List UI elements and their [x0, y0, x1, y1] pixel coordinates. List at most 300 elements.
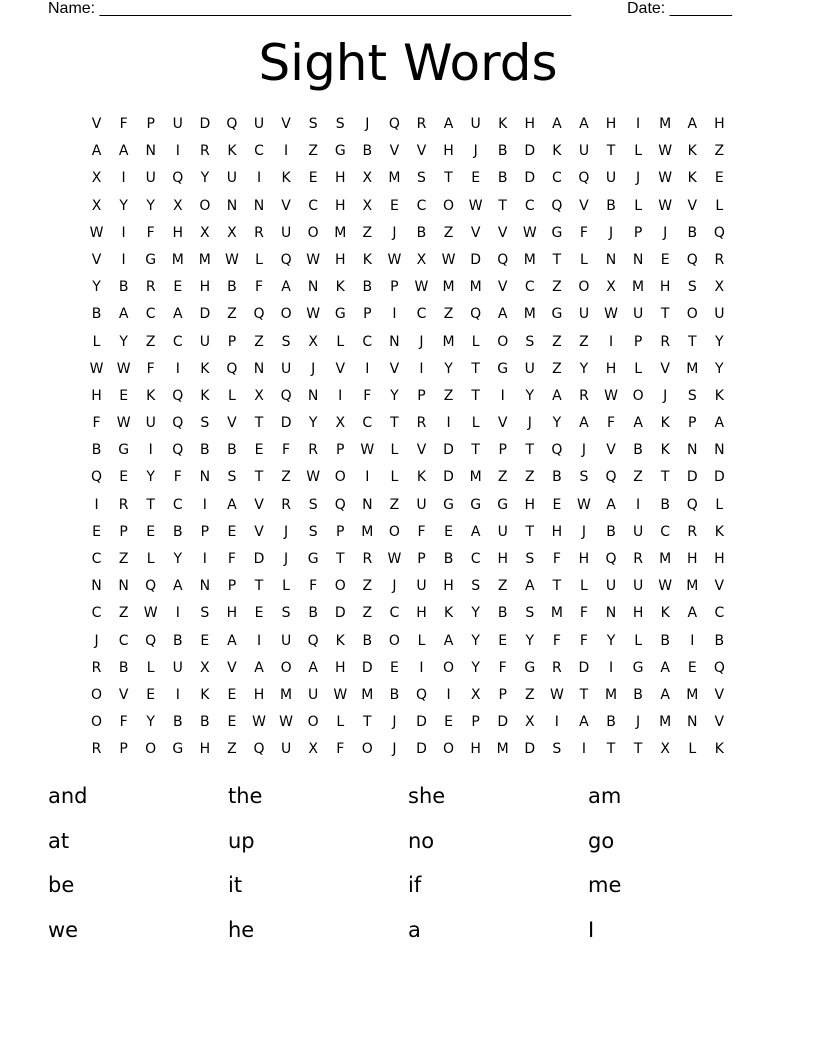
grid-letter: C [524, 279, 535, 296]
grid-letter: W [577, 496, 591, 513]
word-bank-row [48, 779, 768, 824]
grid-letter: N [714, 442, 725, 459]
grid-letter: W [306, 251, 321, 268]
grid-letter: I [500, 387, 505, 404]
grid-letter: X [362, 170, 373, 187]
grid-letter: L [417, 632, 426, 649]
grid-row [83, 220, 733, 247]
grid-letter: Z [362, 605, 373, 622]
grid-letter: A [118, 143, 129, 160]
grid-letter: M [388, 170, 401, 187]
grid-letter: O [280, 659, 292, 676]
grid-letter: K [660, 442, 670, 459]
grid-letter: I [338, 387, 343, 404]
grid-letter: M [198, 251, 211, 268]
grid-letter: U [632, 523, 644, 540]
grid-letter: F [498, 659, 507, 676]
grid-letter: C [308, 197, 319, 214]
grid-letter: L [390, 442, 399, 459]
grid-letter: O [280, 306, 292, 323]
grid-letter: B [118, 279, 129, 296]
grid-letter: N [362, 496, 373, 513]
grid-letter: R [281, 496, 291, 513]
grid-letter: H [334, 659, 346, 676]
grid-letter: M [523, 306, 536, 323]
grid-row [83, 682, 733, 709]
grid-letter: E [146, 686, 156, 703]
grid-letter: Z [633, 469, 643, 486]
grid-letter: D [524, 741, 536, 758]
grid-letter: B [497, 143, 508, 160]
grid-letter: V [227, 659, 237, 676]
grid-letter: W [604, 387, 618, 404]
grid-letter: M [361, 686, 374, 703]
grid-letter: Y [92, 279, 101, 296]
grid-letter: S [687, 279, 697, 296]
grid-letter: O [91, 686, 103, 703]
grid-letter: M [442, 279, 455, 296]
grid-letter: Z [362, 578, 373, 595]
grid-letter: A [172, 306, 183, 323]
word-bank-item: the [228, 784, 263, 808]
grid-letter: R [118, 496, 129, 513]
grid-letter: Z [227, 306, 237, 323]
grid-letter: V [389, 143, 400, 160]
grid-letter: R [145, 279, 156, 296]
grid-letter: H [551, 523, 563, 540]
word-bank-item: go [588, 828, 615, 853]
grid-letter: I [446, 415, 451, 432]
grid-letter: E [552, 496, 562, 513]
grid-letter: C [172, 333, 183, 350]
word-bank-item: a [408, 917, 421, 942]
grid-letter: H [686, 551, 698, 567]
grid-letter: V [227, 415, 237, 432]
grid-letter: T [633, 741, 643, 758]
grid-letter: S [525, 333, 535, 350]
grid-letter: S [308, 116, 318, 132]
grid-letter: Z [497, 469, 508, 486]
grid-letter: U [199, 333, 210, 350]
grid-letter: G [118, 442, 130, 459]
grid-letter: K [687, 143, 697, 160]
grid-letter: Q [226, 360, 238, 377]
grid-row [83, 274, 733, 301]
grid-letter: B [606, 714, 616, 731]
grid-letter: K [227, 143, 237, 160]
grid-letter: T [471, 360, 480, 377]
grid-letter: J [581, 523, 587, 540]
grid-letter: P [227, 578, 237, 595]
grid-letter: E [389, 197, 399, 214]
grid-letter: U [145, 170, 156, 187]
grid-letter: S [200, 605, 210, 622]
grid-letter: T [471, 387, 480, 404]
grid-letter: Z [443, 306, 454, 323]
grid-letter: U [605, 578, 617, 595]
grid-letter: B [91, 442, 102, 459]
grid-row [83, 628, 733, 655]
grid-letter: S [308, 523, 318, 540]
grid-letter: Z [281, 469, 291, 486]
grid-letter: W [252, 714, 266, 731]
grid-letter: R [91, 659, 102, 676]
grid-letter: K [416, 469, 427, 486]
grid-row [83, 410, 733, 437]
grid-letter: E [254, 442, 264, 459]
grid-row [83, 655, 733, 682]
grid-letter: W [333, 686, 348, 703]
grid-letter: S [200, 415, 210, 432]
grid-letter: B [362, 143, 373, 160]
grid-letter: N [118, 578, 129, 595]
grid-letter: R [308, 442, 319, 459]
grid-letter: B [606, 523, 616, 540]
grid-letter: A [118, 306, 129, 323]
grid-letter: Y [119, 333, 128, 350]
name-field-label: Name: _____________________________________________________ [48, 0, 572, 17]
grid-letter: Q [713, 659, 725, 676]
grid-letter: A [525, 578, 535, 595]
word-bank-row [48, 913, 768, 958]
grid-letter: C [524, 197, 535, 214]
grid-letter: M [442, 333, 455, 350]
grid-letter: J [392, 741, 397, 758]
grid-letter: Y [715, 360, 724, 377]
grid-letter: Q [145, 632, 157, 649]
grid-letter: B [389, 686, 400, 703]
grid-letter: Z [443, 224, 454, 241]
grid-letter: H [578, 551, 590, 567]
grid-letter: P [633, 224, 643, 241]
grid-letter: Z [497, 578, 508, 595]
grid-letter: A [579, 415, 589, 432]
grid-letter: D [578, 659, 590, 676]
word-bank-item: am [588, 784, 622, 808]
grid-letter: R [714, 251, 725, 268]
grid-letter: Q [253, 306, 265, 323]
grid-letter: T [146, 496, 155, 513]
grid-letter: Y [471, 632, 480, 649]
grid-letter: G [497, 496, 509, 513]
grid-letter: K [552, 143, 562, 160]
grid-letter: X [200, 224, 210, 241]
grid-letter: V [714, 686, 725, 703]
grid-letter: A [443, 632, 454, 649]
grid-letter: E [92, 523, 101, 540]
grid-letter: N [253, 197, 265, 214]
grid-letter: J [392, 224, 397, 241]
grid-letter: N [605, 251, 617, 268]
grid-row [83, 138, 733, 165]
grid-letter: X [362, 197, 373, 214]
grid-row [83, 709, 733, 736]
grid-letter: W [658, 578, 673, 595]
grid-letter: Q [713, 224, 725, 241]
grid-letter: I [175, 605, 180, 622]
grid-letter: B [362, 632, 373, 649]
grid-letter: Q [91, 469, 103, 486]
grid-letter: Q [172, 442, 184, 459]
grid-letter: D [497, 714, 509, 731]
grid-letter: N [632, 251, 644, 268]
grid-letter: V [416, 143, 427, 160]
grid-letter: Z [362, 224, 373, 241]
grid-row [83, 464, 733, 491]
grid-letter: N [687, 442, 698, 459]
grid-letter: G [172, 741, 184, 758]
grid-letter: F [579, 224, 588, 241]
grid-letter: I [446, 686, 451, 703]
grid-letter: Y [390, 387, 399, 404]
grid-letter: M [550, 605, 563, 622]
grid-letter: W [387, 251, 402, 268]
grid-letter: R [416, 415, 427, 432]
grid-letter: A [633, 415, 643, 432]
grid-letter: K [335, 632, 345, 649]
grid-letter: V [416, 442, 427, 459]
grid-letter: E [389, 659, 399, 676]
grid-letter: Q [686, 251, 698, 268]
grid-letter: Y [552, 415, 562, 432]
grid-letter: J [284, 551, 289, 567]
grid-letter: L [146, 551, 155, 567]
grid-letter: H [443, 578, 454, 595]
grid-letter: T [525, 523, 535, 540]
grid-letter: H [659, 279, 671, 296]
grid-letter: D [443, 469, 454, 486]
grid-letter: F [552, 632, 561, 649]
grid-letter: T [254, 415, 264, 432]
grid-letter: O [334, 469, 346, 486]
grid-letter: A [281, 279, 291, 296]
grid-letter: U [226, 170, 238, 187]
grid-letter: A [660, 686, 670, 703]
grid-letter: I [175, 360, 180, 377]
grid-letter: I [690, 632, 695, 649]
grid-letter: Q [551, 197, 563, 214]
grid-letter: G [470, 496, 482, 513]
grid-letter: W [658, 170, 673, 187]
grid-letter: J [581, 442, 587, 459]
grid-letter: O [632, 387, 644, 404]
grid-letter: E [200, 632, 210, 649]
grid-letter: I [365, 469, 370, 486]
grid-letter: B [200, 714, 210, 731]
word-bank-item: at [48, 828, 70, 853]
grid-letter: J [365, 116, 370, 132]
grid-row [83, 329, 733, 356]
word-search-grid [83, 111, 733, 764]
grid-letter: X [416, 251, 427, 268]
grid-letter: Z [118, 605, 129, 622]
grid-letter: V [497, 279, 508, 296]
grid-letter: H [714, 116, 725, 132]
grid-letter: T [660, 469, 670, 486]
grid-letter: M [469, 279, 482, 296]
grid-letter: A [227, 632, 237, 649]
grid-letter: T [606, 143, 616, 160]
grid-letter: Q [172, 415, 184, 432]
grid-letter: A [660, 659, 670, 676]
grid-letter: L [146, 659, 155, 676]
grid-letter: I [175, 143, 180, 160]
grid-letter: E [227, 686, 237, 703]
grid-letter: A [687, 605, 698, 622]
grid-letter: D [280, 415, 292, 432]
grid-letter: T [525, 442, 535, 459]
grid-letter: A [254, 659, 264, 676]
grid-letter: L [715, 197, 724, 214]
grid-letter: E [498, 632, 508, 649]
word-bank [48, 779, 768, 957]
grid-letter: A [714, 415, 725, 432]
grid-letter: L [471, 415, 480, 432]
grid-letter: X [660, 741, 670, 758]
grid-letter: M [496, 741, 509, 758]
grid-letter: H [443, 143, 454, 160]
grid-letter: W [468, 197, 483, 214]
grid-letter: T [471, 442, 480, 459]
grid-letter: S [227, 469, 237, 486]
grid-letter: M [686, 360, 699, 377]
grid-letter: H [334, 170, 346, 187]
grid-letter: X [308, 333, 318, 350]
grid-letter: Z [389, 496, 400, 513]
grid-letter: Y [173, 551, 183, 567]
grid-letter: I [202, 551, 207, 567]
grid-letter: B [200, 442, 210, 459]
grid-letter: S [281, 333, 291, 350]
grid-letter: J [527, 415, 532, 432]
grid-letter: I [636, 496, 641, 513]
grid-letter: M [686, 686, 699, 703]
grid-letter: E [687, 659, 697, 676]
grid-letter: B [552, 469, 562, 486]
grid-letter: H [524, 116, 536, 132]
grid-letter: A [606, 496, 616, 513]
grid-letter: W [658, 197, 673, 214]
grid-letter: U [280, 632, 292, 649]
grid-letter: T [498, 197, 507, 214]
grid-letter: D [443, 442, 454, 459]
grid-letter: I [554, 714, 559, 731]
grid-letter: G [334, 143, 346, 160]
grid-letter: X [524, 714, 535, 731]
grid-letter: Y [308, 415, 318, 432]
grid-letter: Q [172, 170, 184, 187]
grid-letter: Y [146, 469, 155, 486]
grid-letter: L [336, 333, 345, 350]
grid-letter: P [471, 714, 480, 731]
grid-letter: H [334, 251, 346, 268]
grid-letter: P [688, 415, 697, 432]
grid-letter: N [389, 333, 400, 350]
grid-letter: U [470, 116, 481, 132]
grid-row [83, 437, 733, 464]
grid-letter: B [687, 224, 698, 241]
grid-letter: E [227, 714, 237, 731]
grid-letter: Q [415, 686, 427, 703]
grid-letter: Y [444, 360, 453, 377]
grid-letter: Z [227, 741, 237, 758]
grid-letter: C [416, 197, 427, 214]
word-bank-item: he [228, 917, 255, 942]
grid-letter: V [91, 251, 102, 268]
grid-letter: V [118, 686, 129, 703]
grid-letter: H [91, 387, 102, 404]
grid-letter: V [281, 197, 291, 214]
grid-letter: Q [388, 116, 400, 132]
grid-letter: X [335, 415, 346, 432]
grid-letter: B [172, 523, 183, 540]
grid-letter: M [632, 279, 645, 296]
grid-letter: C [145, 306, 156, 323]
grid-letter: B [362, 279, 373, 296]
grid-letter: M [334, 224, 347, 241]
grid-letter: Z [714, 143, 725, 160]
grid-letter: F [146, 224, 155, 241]
grid-letter: N [687, 714, 698, 731]
grid-letter: U [280, 224, 292, 241]
grid-letter: R [416, 116, 427, 132]
grid-letter: V [497, 224, 508, 241]
grid-letter: R [660, 333, 671, 350]
grid-row [83, 247, 733, 274]
grid-letter: F [579, 605, 588, 622]
grid-letter: B [497, 170, 508, 187]
grid-letter: A [497, 306, 508, 323]
grid-letter: P [227, 333, 237, 350]
grid-letter: Y [119, 197, 128, 214]
grid-letter: F [92, 415, 101, 432]
grid-letter: G [307, 551, 319, 567]
grid-letter: N [91, 578, 102, 595]
grid-letter: W [522, 224, 537, 241]
grid-letter: X [470, 686, 481, 703]
grid-letter: E [173, 279, 183, 296]
grid-letter: Y [200, 170, 210, 187]
grid-letter: X [91, 170, 102, 187]
grid-letter: H [632, 605, 644, 622]
grid-letter: L [471, 333, 480, 350]
grid-letter: J [663, 387, 668, 404]
grid-letter: U [714, 306, 725, 323]
grid-letter: F [146, 360, 155, 377]
grid-letter: K [362, 251, 372, 268]
word-bank-item: if [408, 873, 422, 897]
grid-letter: T [363, 714, 372, 731]
grid-letter: W [225, 251, 239, 268]
grid-letter: Z [524, 686, 535, 703]
grid-letter: Z [308, 143, 318, 160]
grid-letter: G [334, 306, 346, 323]
grid-letter: C [660, 523, 671, 540]
grid-letter: F [579, 632, 588, 649]
grid-letter: T [552, 578, 562, 595]
grid-letter: V [389, 360, 400, 377]
grid-letter: X [172, 197, 183, 214]
grid-letter: R [633, 551, 643, 567]
grid-letter: P [417, 551, 426, 567]
grid-letter: F [417, 523, 426, 540]
grid-letter: U [578, 143, 590, 160]
grid-letter: G [497, 360, 509, 377]
grid-letter: O [334, 578, 346, 595]
word-bank-row [48, 868, 768, 913]
grid-letter: J [608, 224, 614, 241]
grid-letter: I [419, 659, 424, 676]
